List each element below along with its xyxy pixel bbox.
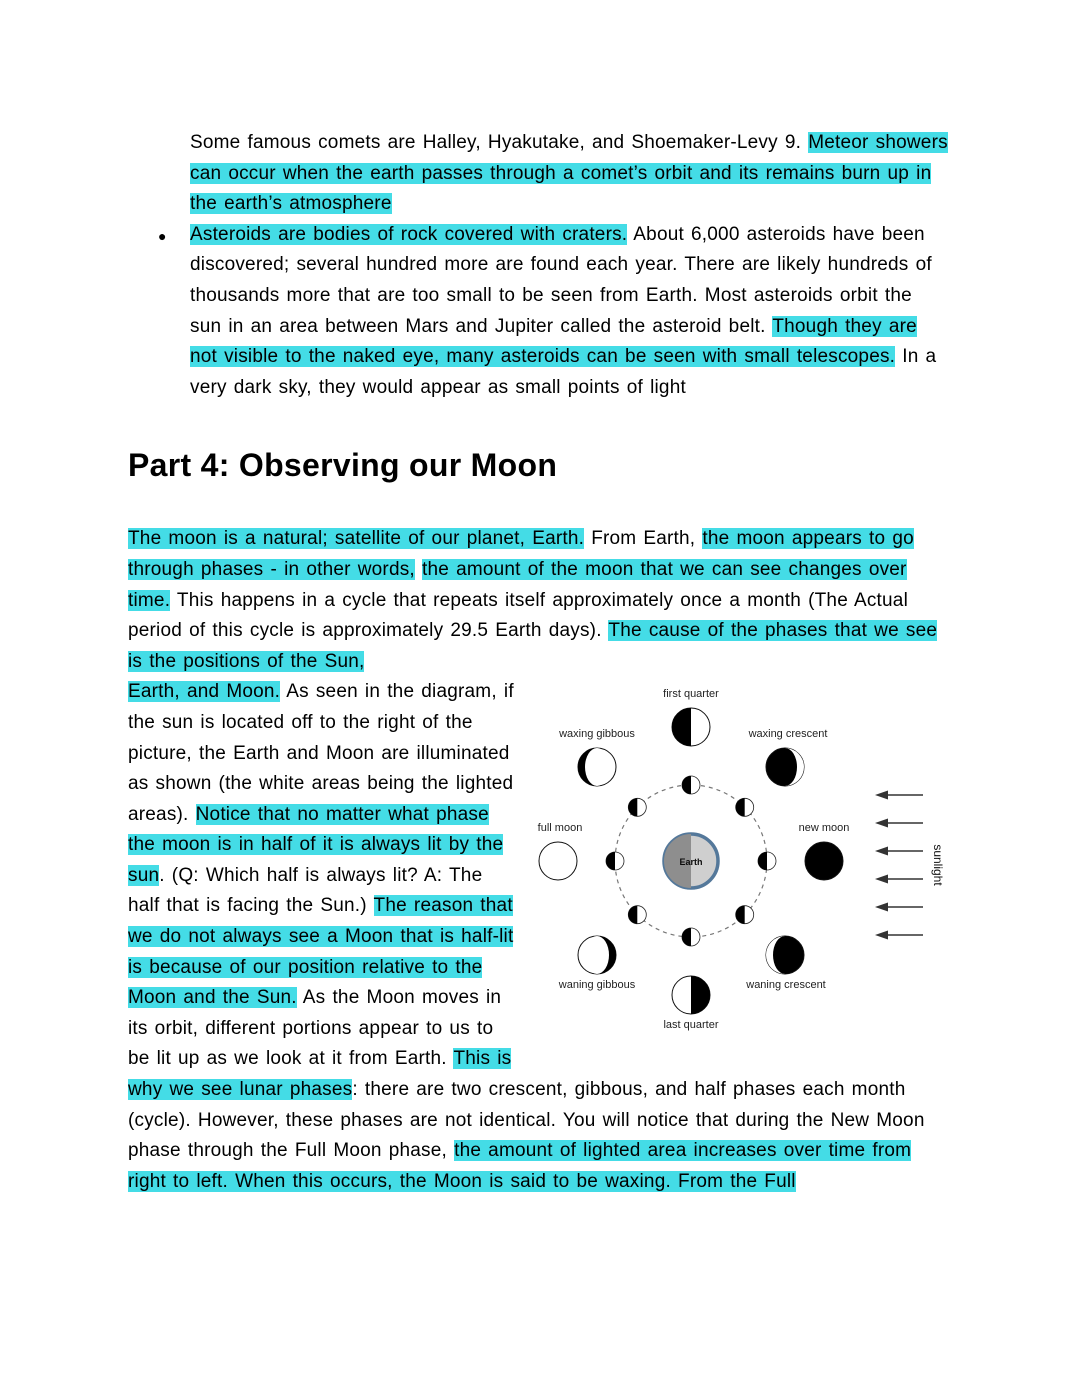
text-run: Some famous comets are Halley, Hyakutake, and Shoemaker-Levy 9.	[190, 132, 809, 153]
moon-paragraph-body	[128, 677, 948, 1197]
waxing-crescent-moon-graphic	[766, 748, 804, 786]
orbit-moon-e	[758, 852, 776, 870]
earth-label: Earth	[679, 857, 703, 868]
orbit-moon-ne	[736, 799, 754, 817]
waxing-crescent-label: waxing crescent	[748, 728, 828, 741]
orbit-moon-nw	[628, 799, 646, 817]
text-run: This happens in a cycle that repeats itself approximately once a month (The Actual period of this cycle is approximately 29.5 Earth days).	[128, 589, 908, 642]
last-quarter-moon-graphic	[672, 976, 710, 1014]
new-moon-label: new moon	[798, 822, 850, 835]
highlighted-text-run: The cause of the phases that we see is the positions of the Sun,	[128, 620, 938, 672]
waning-gibbous-moon-graphic	[578, 936, 616, 974]
text-run: As seen in the diagram, if the sun is located off to the right of the picture, the Earth and Moon are illuminated as shown (the white areas being the lighted areas).	[128, 681, 514, 825]
full-moon-graphic	[539, 842, 577, 880]
sunlight-arrowhead	[875, 931, 888, 940]
orbit-moon-sw	[628, 906, 646, 924]
asteroid-text	[190, 224, 936, 398]
earth-graphic	[664, 834, 718, 888]
highlighted-text-run: The reason that we do not always see a Moon that is half-lit is because of our position relative to the Moon and the Sun.	[128, 895, 514, 1009]
sunlight-arrowhead	[875, 875, 888, 884]
bullet-marker: ●	[158, 227, 167, 244]
highlighted-text-run: This is why we see lunar phases	[128, 1048, 512, 1101]
sunlight-arrowhead	[875, 819, 888, 828]
text-run: As the Moon moves in its orbit, different portions appear to us to be lit up as we look at it from Earth.	[128, 987, 502, 1070]
first-quarter-label: first quarter	[663, 688, 719, 701]
moon-phases-figure	[526, 683, 946, 1035]
asteroid-paragraph	[158, 220, 948, 404]
moon-phases-diagram	[526, 683, 948, 1040]
section-heading: Part 4: Observing our Moon	[128, 447, 558, 484]
waning-crescent-moon-graphic	[766, 936, 804, 974]
highlighted-text-run: the amount of the moon that we can see changes over time.	[128, 558, 907, 611]
waning-gibbous-label: waning gibbous	[558, 979, 636, 992]
orbit-moon-s	[682, 928, 700, 946]
waxing-gibbous-label: waxing gibbous	[559, 728, 635, 741]
highlighted-text-run: Though they are not visible to the naked eye, many asteroids can be seen with small telescopes.	[190, 315, 917, 368]
moon-paragraph-intro	[128, 524, 948, 677]
text-run: . (Q: Which half is always lit? A: The half that is facing the Sun.)	[128, 864, 483, 917]
full-moon-label: full moon	[537, 822, 583, 835]
comet-paragraph	[190, 128, 948, 220]
text-run: From Earth,	[584, 528, 703, 550]
text-run: : there are two crescent, gibbous, and half phases each month (cycle). However, these phases are not identical. You will notice that during the New Moon phase through the Full Moon phase,	[128, 1079, 925, 1162]
orbit-moon-w	[606, 852, 624, 870]
text-run: In a very dark sky, they would appear as small points of light	[190, 346, 937, 398]
text-run: About 6,000 asteroids have been discovered; several hundred more are found each year. There are likely hundreds of thousands more that are too small to be seen from Earth. Most asteroids orbit the sun in an area between Mars and Jupiter called the asteroid belt.	[190, 223, 932, 337]
highlighted-text-run: Asteroids are bodies of rock covered with craters.	[190, 223, 628, 245]
waxing-gibbous-moon-graphic	[578, 748, 616, 786]
orbit-moon-n	[682, 776, 700, 794]
sunlight-arrowhead	[875, 903, 888, 912]
sunlight-arrowhead	[875, 791, 888, 800]
highlighted-text-run: Notice that no matter what phase the moon is in half of it is always lit by the sun	[128, 803, 504, 886]
last-quarter-label: last quarter	[663, 1019, 719, 1032]
highlighted-text-run: the moon appears to go through phases - in other words,	[128, 528, 914, 580]
sunlight-arrowhead	[875, 847, 888, 856]
highlighted-text-run: the amount of lighted area increases over time from right to left. When this occurs, the Moon is said to be waxing. From the Full	[128, 1140, 912, 1192]
first-quarter-moon-graphic	[672, 708, 710, 746]
bullet-list	[128, 128, 948, 403]
orbit-moon-se	[736, 906, 754, 924]
highlighted-text-run: Meteor showers can occur when the earth passes through a comet’s orbit and its remains burn up in the earth’s atmosphere	[190, 132, 948, 215]
text-run	[415, 559, 422, 580]
waning-crescent-label: waning crescent	[746, 979, 826, 992]
new-moon-graphic	[805, 842, 843, 880]
sunlight-label: sunlight	[931, 844, 945, 886]
highlighted-text-run: Earth, and Moon.	[128, 681, 281, 703]
highlighted-text-run: The moon is a natural; satellite of our planet, Earth.	[128, 528, 585, 550]
sunlight-arrows	[875, 791, 923, 940]
